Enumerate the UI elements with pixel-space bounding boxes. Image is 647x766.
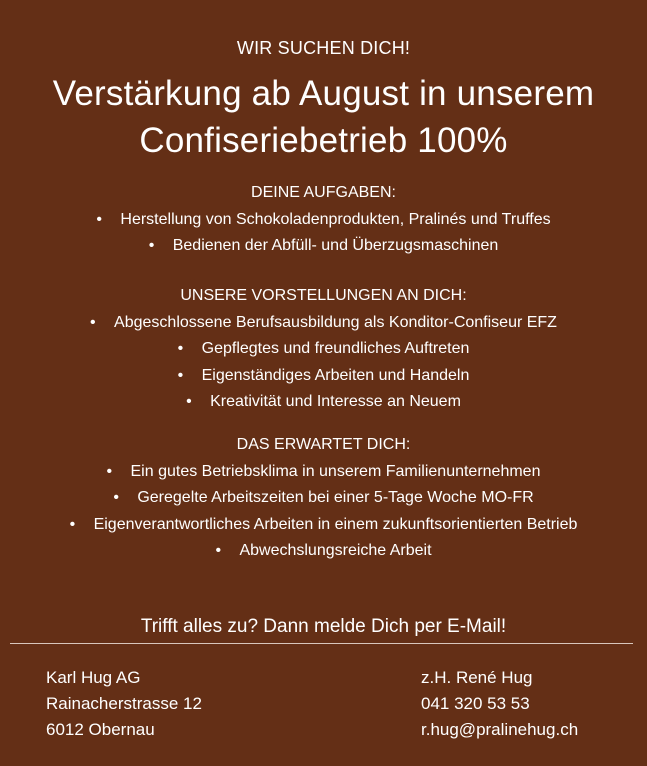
bullet-icon: •	[69, 515, 76, 533]
contact-email: r.hug@pralinehug.ch	[421, 720, 579, 739]
list-item	[0, 310, 647, 337]
list-item-text: Geregelte Arbeitszeiten bei einer 5-Tage Woche MO-FR	[137, 489, 534, 506]
call-to-action: Trifft alles zu? Dann melde Dich per E-Mail!	[140, 616, 507, 637]
bullet-icon: •	[148, 237, 155, 254]
section-heading: UNSERE VORSTELLUNGEN AN DICH:	[180, 287, 467, 304]
bullet-icon: •	[186, 393, 192, 410]
bullet-icon: •	[177, 340, 184, 357]
company-name: Karl Hug AG	[46, 668, 141, 687]
bullet-icon: •	[215, 542, 222, 559]
bullet-icon: •	[113, 489, 119, 506]
list-item-text: Ein gutes Betriebsklima in unserem Familienunternehmen	[130, 462, 541, 480]
task-list	[0, 207, 647, 260]
list-item	[0, 207, 647, 234]
list-item-text: Abgeschlossene Berufsausbildung als Konditor-Confiseur EFZ	[114, 313, 557, 331]
list-item	[0, 485, 647, 512]
list-item	[0, 459, 647, 486]
bullet-icon: •	[90, 313, 96, 331]
contact-attention: z.H. René Hug	[421, 668, 533, 687]
section-heading: DEINE AUFGABEN:	[251, 184, 396, 201]
list-item-text: Eigenständiges Arbeiten und Handeln	[201, 366, 470, 384]
list-item-text: Bedienen der Abfüll- und Überzugsmaschinen	[172, 237, 499, 254]
section-heading: DAS ERWARTET DICH:	[236, 436, 411, 453]
contact-person	[421, 665, 578, 743]
contact-phone: 041 320 53 53	[421, 694, 530, 713]
list-item-text: Abwechslungsreiche Arbeit	[239, 542, 432, 559]
headline-line-1: Verstärkung ab August in unserem	[52, 74, 595, 113]
offer-list	[0, 459, 647, 565]
list-item	[0, 512, 647, 539]
company-city: 6012 Obernau	[46, 720, 155, 739]
ad-kicker: WIR SUCHEN DICH!	[236, 38, 411, 58]
ad-headline	[0, 70, 647, 164]
bullet-icon: •	[177, 366, 184, 384]
requirement-list	[0, 310, 647, 416]
list-item	[0, 389, 647, 416]
section-tasks	[0, 180, 647, 260]
headline-line-2: Confiseriebetrieb 100%	[139, 121, 508, 160]
list-item	[0, 363, 647, 390]
list-item-text: Eigenverantwortliches Arbeiten in einem zukunftsorientierten Betrieb	[93, 515, 578, 533]
list-item-text: Gepflegtes und freundliches Auftreten	[201, 340, 470, 357]
section-offer	[0, 432, 647, 565]
list-item	[0, 336, 647, 363]
section-requirements	[0, 283, 647, 416]
list-item-text: Herstellung von Schokoladenprodukten, Pralinés und Truffes	[120, 210, 551, 228]
list-item	[0, 233, 647, 260]
company-street: Rainacherstrasse 12	[46, 694, 202, 713]
divider	[10, 643, 633, 644]
bullet-icon: •	[96, 210, 102, 228]
list-item-text: Kreativität und Interesse an Neuem	[210, 393, 461, 410]
company-address	[46, 665, 202, 743]
list-item	[0, 538, 647, 565]
bullet-icon: •	[106, 462, 113, 480]
